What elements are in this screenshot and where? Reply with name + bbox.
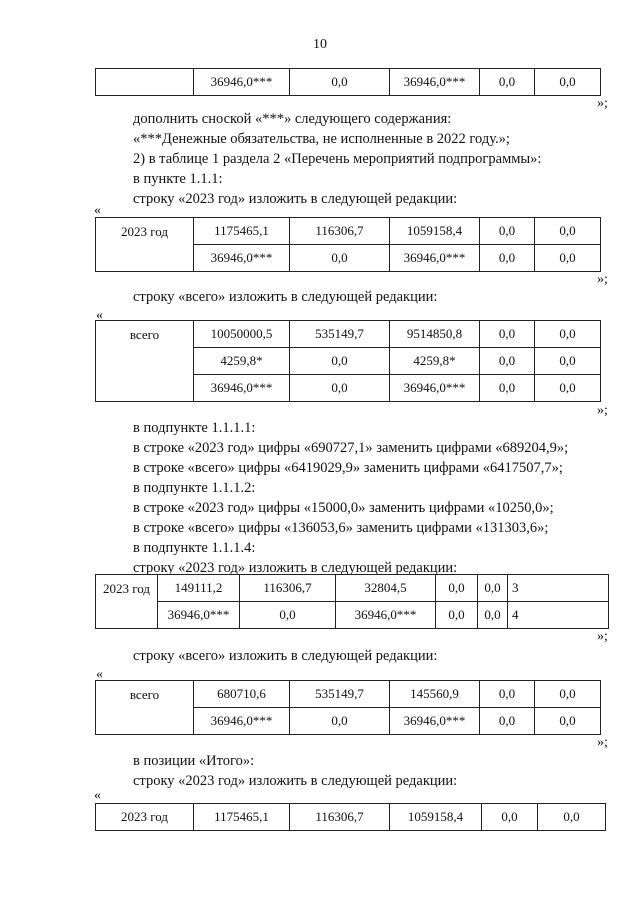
table-row (96, 575, 609, 602)
row-label: 2023 год (96, 575, 158, 629)
row-label: всего (96, 681, 194, 735)
table-cell: 4 (508, 602, 609, 629)
open-quote: « (96, 667, 103, 682)
close-quote: »; (597, 629, 608, 644)
table-cell: 0,0 (535, 708, 601, 735)
close-quote: »; (597, 272, 608, 287)
table-cell: 116306,7 (290, 804, 390, 831)
table-cell: 116306,7 (290, 218, 390, 245)
table-cell: 1059158,4 (390, 218, 480, 245)
text-line: в строке «всего» цифры «6419029,9» заменить цифрами «6417507,7»; (133, 460, 563, 476)
table-cell: 535149,7 (290, 681, 390, 708)
table-cell: 1175465,1 (194, 804, 290, 831)
open-quote: « (94, 203, 101, 218)
table-cell: 0,0 (535, 69, 601, 96)
table-2023-year (95, 217, 601, 272)
table-cell: 3 (508, 575, 609, 602)
text-line: строку «2023 год» изложить в следующей редакции: (133, 773, 458, 789)
table-row (96, 681, 601, 708)
table-row (96, 321, 601, 348)
table-cell: 0,0 (290, 348, 390, 375)
table-cell: 0,0 (480, 375, 535, 402)
text-line: «***Денежные обязательства, не исполненные в 2022 году.»; (133, 131, 510, 147)
table-cell: 0,0 (535, 321, 601, 348)
table-cell: 36946,0*** (194, 245, 290, 272)
table-cell: 0,0 (480, 245, 535, 272)
table-itogo-2023 (95, 803, 606, 831)
table-cell (96, 69, 194, 96)
table-cell: 4259,8* (194, 348, 290, 375)
table-footnote-row (95, 68, 601, 96)
text-line: строку «2023 год» изложить в следующей редакции: (133, 560, 458, 576)
table-cell: 145560,9 (390, 681, 480, 708)
table-cell: 36946,0*** (390, 245, 480, 272)
table-cell: 149111,2 (158, 575, 240, 602)
close-quote: »; (597, 403, 608, 418)
open-quote: « (96, 308, 103, 323)
table-cell: 0,0 (535, 681, 601, 708)
close-quote: »; (597, 735, 608, 750)
table-cell: 0,0 (290, 375, 390, 402)
table-cell: 0,0 (482, 804, 538, 831)
table-cell: 0,0 (480, 218, 535, 245)
table-row (96, 602, 609, 629)
text-line: строку «2023 год» изложить в следующей редакции: (133, 191, 458, 207)
table-cell: 36946,0*** (390, 708, 480, 735)
table-cell: 0,0 (478, 602, 508, 629)
table-cell: 0,0 (290, 245, 390, 272)
table-cell: 36946,0*** (390, 69, 480, 96)
text-line: 2) в таблице 1 раздела 2 «Перечень мероприятий подпрограммы»: (133, 151, 542, 167)
table-cell: 680710,6 (194, 681, 290, 708)
text-line: строку «всего» изложить в следующей редакции: (133, 289, 438, 305)
table-cell: 0,0 (538, 804, 606, 831)
table-cell: 1175465,1 (194, 218, 290, 245)
table-subpoint-2023 (95, 574, 609, 629)
text-line: строку «всего» изложить в следующей редакции: (133, 648, 438, 664)
row-label: 2023 год (96, 218, 194, 272)
table-cell: 0,0 (240, 602, 336, 629)
open-quote: « (94, 788, 101, 803)
text-line: в подпункте 1.1.1.4: (133, 540, 256, 556)
table-cell: 0,0 (535, 245, 601, 272)
text-line: в строке «2023 год» цифры «690727,1» заменить цифрами «689204,9»; (133, 440, 569, 456)
table-cell: 0,0 (436, 575, 478, 602)
table-cell: 0,0 (436, 602, 478, 629)
text-line: в позиции «Итого»: (133, 753, 255, 769)
table-cell: 32804,5 (336, 575, 436, 602)
table-cell: 36946,0*** (194, 69, 290, 96)
table-cell: 4259,8* (390, 348, 480, 375)
table-cell: 0,0 (480, 348, 535, 375)
table-cell: 0,0 (478, 575, 508, 602)
row-label: всего (96, 321, 194, 402)
row-label: 2023 год (96, 804, 194, 831)
text-line: в подпункте 1.1.1.2: (133, 480, 256, 496)
table-cell: 0,0 (535, 218, 601, 245)
text-line: в строке «2023 год» цифры «15000,0» заменить цифрами «10250,0»; (133, 500, 554, 516)
text-line: в подпункте 1.1.1.1: (133, 420, 256, 436)
table-cell: 36946,0*** (336, 602, 436, 629)
table-cell: 0,0 (480, 69, 535, 96)
table-cell: 9514850,8 (390, 321, 480, 348)
table-cell: 36946,0*** (158, 602, 240, 629)
table-cell: 36946,0*** (390, 375, 480, 402)
table-cell: 116306,7 (240, 575, 336, 602)
table-cell: 0,0 (290, 708, 390, 735)
table-subpoint-total (95, 680, 601, 735)
table-row (96, 218, 601, 245)
text-line: в строке «всего» цифры «136053,6» заменить цифрами «131303,6»; (133, 520, 549, 536)
text-line: в пункте 1.1.1: (133, 171, 223, 187)
table-cell: 0,0 (535, 375, 601, 402)
table-cell: 0,0 (535, 348, 601, 375)
table-cell: 0,0 (480, 681, 535, 708)
table-cell: 10050000,5 (194, 321, 290, 348)
table-cell: 36946,0*** (194, 708, 290, 735)
table-cell: 0,0 (290, 69, 390, 96)
table-total (95, 320, 601, 402)
table-cell: 535149,7 (290, 321, 390, 348)
table-row (96, 69, 601, 96)
table-cell: 36946,0*** (194, 375, 290, 402)
table-cell: 0,0 (480, 321, 535, 348)
table-cell: 0,0 (480, 708, 535, 735)
table-cell: 1059158,4 (390, 804, 482, 831)
table-row (96, 804, 606, 831)
close-quote: »; (597, 96, 608, 111)
page-number: 10 (313, 37, 327, 52)
text-line: дополнить сноской «***» следующего содержания: (133, 111, 452, 127)
